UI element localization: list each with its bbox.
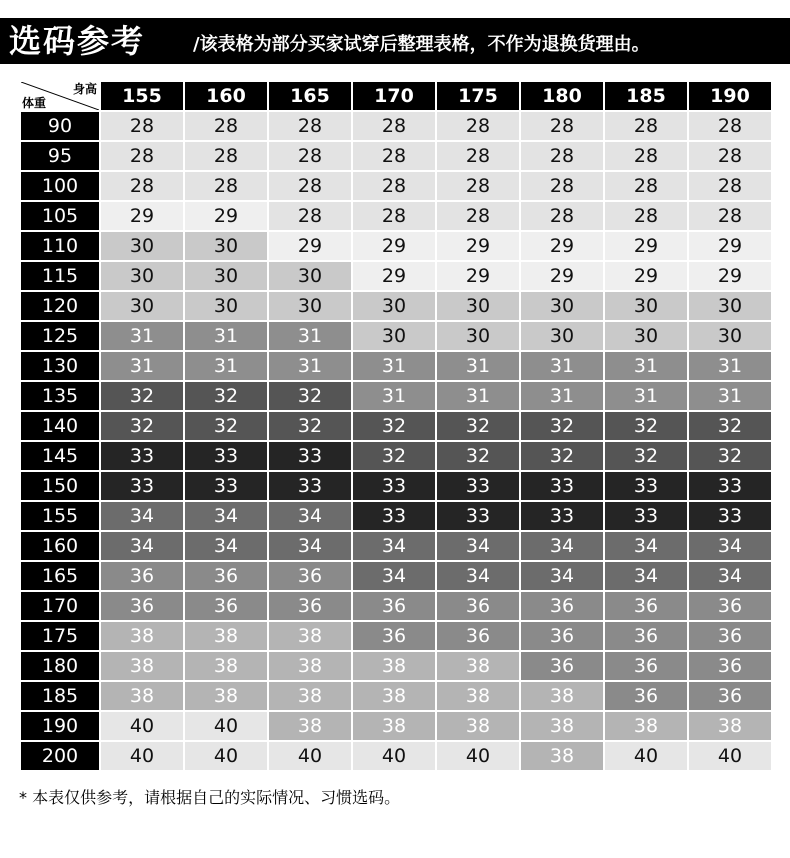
size-cell: 31: [353, 382, 435, 410]
size-cell: 28: [437, 142, 519, 170]
size-cell: 33: [605, 472, 687, 500]
size-cell: 34: [689, 562, 771, 590]
table-row: [21, 412, 771, 440]
size-cell: 38: [689, 712, 771, 740]
size-cell: 30: [269, 262, 351, 290]
size-cell: 28: [605, 142, 687, 170]
size-cell: 38: [353, 712, 435, 740]
size-cell: 38: [437, 652, 519, 680]
size-cell: 40: [101, 742, 183, 770]
size-cell: 33: [101, 472, 183, 500]
size-cell: 29: [689, 262, 771, 290]
size-cell: 40: [353, 742, 435, 770]
size-cell: 36: [353, 622, 435, 650]
weight-label-125: 125: [21, 322, 99, 350]
size-cell: 40: [269, 742, 351, 770]
size-cell: 34: [521, 562, 603, 590]
size-cell: 28: [521, 172, 603, 200]
size-cell: 28: [437, 202, 519, 230]
size-cell: 34: [689, 532, 771, 560]
size-cell: 31: [689, 352, 771, 380]
size-cell: 33: [689, 502, 771, 530]
size-cell: 28: [689, 202, 771, 230]
size-cell: 32: [521, 442, 603, 470]
size-cell: 38: [101, 622, 183, 650]
size-cell: 38: [185, 622, 267, 650]
size-cell: 32: [185, 412, 267, 440]
weight-label-200: 200: [21, 742, 99, 770]
size-cell: 30: [521, 292, 603, 320]
size-cell: 28: [437, 172, 519, 200]
weight-label-160: 160: [21, 532, 99, 560]
size-cell: 34: [437, 562, 519, 590]
size-cell: 32: [521, 412, 603, 440]
size-cell: 36: [353, 592, 435, 620]
size-cell: 36: [269, 562, 351, 590]
size-cell: 32: [269, 382, 351, 410]
size-cell: 33: [353, 472, 435, 500]
size-cell: 31: [353, 352, 435, 380]
size-chart-body: [21, 82, 771, 770]
size-cell: 28: [101, 172, 183, 200]
size-cell: 30: [689, 322, 771, 350]
size-cell: 32: [605, 412, 687, 440]
size-cell: 32: [437, 412, 519, 440]
size-cell: 38: [353, 682, 435, 710]
size-cell: 31: [269, 322, 351, 350]
table-row: [21, 112, 771, 140]
size-cell: 36: [521, 622, 603, 650]
size-cell: 29: [521, 232, 603, 260]
size-cell: 36: [185, 592, 267, 620]
size-cell: 30: [521, 322, 603, 350]
size-cell: 28: [521, 112, 603, 140]
size-cell: 36: [605, 592, 687, 620]
size-cell: 38: [185, 682, 267, 710]
weight-label-105: 105: [21, 202, 99, 230]
size-cell: 34: [185, 502, 267, 530]
size-cell: 40: [101, 712, 183, 740]
table-row: [21, 232, 771, 260]
size-cell: 29: [437, 262, 519, 290]
size-cell: 40: [437, 742, 519, 770]
size-cell: 38: [269, 682, 351, 710]
size-cell: 29: [353, 262, 435, 290]
table-row: [21, 352, 771, 380]
size-cell: 38: [437, 712, 519, 740]
size-cell: 33: [605, 502, 687, 530]
size-cell: 28: [269, 142, 351, 170]
size-cell: 30: [185, 262, 267, 290]
size-cell: 30: [185, 232, 267, 260]
size-cell: 28: [185, 172, 267, 200]
size-cell: 29: [521, 262, 603, 290]
size-cell: 29: [605, 262, 687, 290]
table-row: [21, 562, 771, 590]
size-chart-table: [19, 80, 773, 772]
table-row: [21, 502, 771, 530]
size-cell: 36: [689, 622, 771, 650]
size-cell: 28: [269, 202, 351, 230]
weight-label-115: 115: [21, 262, 99, 290]
size-cell: 29: [185, 202, 267, 230]
size-cell: 28: [101, 112, 183, 140]
size-cell: 38: [185, 652, 267, 680]
table-row: [21, 712, 771, 740]
table-row: [21, 172, 771, 200]
size-cell: 34: [101, 502, 183, 530]
table-row: [21, 142, 771, 170]
height-header-175: 175: [437, 82, 519, 110]
table-row: [21, 442, 771, 470]
height-header-180: 180: [521, 82, 603, 110]
table-row: [21, 292, 771, 320]
size-cell: 30: [185, 292, 267, 320]
page-subtitle: /该表格为部分买家试穿后整理表格，不作为退换货理由。: [193, 34, 650, 55]
size-cell: 29: [101, 202, 183, 230]
size-cell: 29: [269, 232, 351, 260]
weight-label-140: 140: [21, 412, 99, 440]
size-cell: 30: [689, 292, 771, 320]
size-cell: 33: [185, 442, 267, 470]
size-cell: 33: [689, 472, 771, 500]
height-header-160: 160: [185, 82, 267, 110]
size-cell: 34: [353, 532, 435, 560]
size-cell: 28: [353, 202, 435, 230]
size-cell: 36: [437, 622, 519, 650]
size-cell: 29: [437, 232, 519, 260]
size-cell: 31: [437, 352, 519, 380]
size-cell: 33: [521, 472, 603, 500]
height-header-155: 155: [101, 82, 183, 110]
table-row: [21, 202, 771, 230]
size-cell: 38: [521, 712, 603, 740]
weight-label-175: 175: [21, 622, 99, 650]
weight-label-100: 100: [21, 172, 99, 200]
size-cell: 28: [101, 142, 183, 170]
size-cell: 28: [689, 172, 771, 200]
size-cell: 33: [437, 472, 519, 500]
size-cell: 34: [185, 532, 267, 560]
weight-label-135: 135: [21, 382, 99, 410]
size-cell: 32: [689, 442, 771, 470]
size-cell: 36: [605, 682, 687, 710]
size-cell: 28: [185, 112, 267, 140]
size-cell: 30: [101, 262, 183, 290]
height-header-165: 165: [269, 82, 351, 110]
footer-note: * 本表仅供参考，请根据自己的实际情况、习惯选码。: [19, 788, 401, 807]
size-cell: 31: [185, 352, 267, 380]
size-cell: 36: [605, 622, 687, 650]
page-title: 选码参考: [9, 22, 146, 60]
size-cell: 31: [605, 352, 687, 380]
size-cell: 32: [353, 442, 435, 470]
size-cell: 32: [353, 412, 435, 440]
size-cell: 36: [437, 592, 519, 620]
size-cell: 34: [269, 502, 351, 530]
size-cell: 31: [437, 382, 519, 410]
size-cell: 33: [185, 472, 267, 500]
size-cell: 38: [521, 682, 603, 710]
size-cell: 33: [101, 442, 183, 470]
size-cell: 33: [269, 472, 351, 500]
size-cell: 30: [605, 292, 687, 320]
size-cell: 31: [605, 382, 687, 410]
weight-label-180: 180: [21, 652, 99, 680]
size-cell: 28: [521, 202, 603, 230]
size-cell: 30: [437, 322, 519, 350]
table-row: [21, 592, 771, 620]
size-cell: 28: [269, 172, 351, 200]
size-cell: 34: [269, 532, 351, 560]
size-cell: 38: [521, 742, 603, 770]
size-cell: 28: [437, 112, 519, 140]
size-cell: 36: [605, 652, 687, 680]
size-cell: 29: [353, 232, 435, 260]
size-cell: 31: [101, 322, 183, 350]
size-cell: 29: [605, 232, 687, 260]
size-cell: 30: [269, 292, 351, 320]
table-row: [21, 382, 771, 410]
size-cell: 32: [269, 412, 351, 440]
weight-label-90: 90: [21, 112, 99, 140]
corner-cell: [21, 82, 99, 110]
size-cell: 30: [353, 322, 435, 350]
size-cell: 31: [101, 352, 183, 380]
size-cell: 38: [605, 712, 687, 740]
size-cell: 32: [185, 382, 267, 410]
size-cell: 40: [185, 712, 267, 740]
size-cell: 36: [101, 562, 183, 590]
size-cell: 30: [101, 292, 183, 320]
size-cell: 32: [605, 442, 687, 470]
size-cell: 32: [101, 412, 183, 440]
height-header-190: 190: [689, 82, 771, 110]
table-row: [21, 682, 771, 710]
size-cell: 36: [101, 592, 183, 620]
size-cell: 38: [101, 652, 183, 680]
size-cell: 30: [437, 292, 519, 320]
size-cell: 34: [605, 562, 687, 590]
weight-label-185: 185: [21, 682, 99, 710]
size-cell: 38: [353, 652, 435, 680]
weight-label-190: 190: [21, 712, 99, 740]
size-cell: 30: [605, 322, 687, 350]
size-cell: 38: [437, 682, 519, 710]
size-cell: 36: [521, 592, 603, 620]
size-cell: 28: [185, 142, 267, 170]
height-header-row: [21, 82, 771, 110]
size-cell: 31: [689, 382, 771, 410]
size-cell: 28: [353, 142, 435, 170]
size-cell: 34: [353, 562, 435, 590]
table-row: [21, 532, 771, 560]
size-cell: 38: [101, 682, 183, 710]
weight-label-150: 150: [21, 472, 99, 500]
weight-label-95: 95: [21, 142, 99, 170]
size-cell: 36: [689, 652, 771, 680]
size-cell: 34: [437, 532, 519, 560]
size-cell: 32: [689, 412, 771, 440]
weight-axis-label: 体重: [22, 96, 47, 110]
height-header-170: 170: [353, 82, 435, 110]
weight-label-165: 165: [21, 562, 99, 590]
size-cell: 34: [521, 532, 603, 560]
header-banner: [0, 18, 790, 64]
size-cell: 28: [689, 112, 771, 140]
size-cell: 36: [689, 592, 771, 620]
size-cell: 33: [521, 502, 603, 530]
size-cell: 32: [101, 382, 183, 410]
size-cell: 28: [269, 112, 351, 140]
size-cell: 28: [689, 142, 771, 170]
size-cell: 28: [353, 172, 435, 200]
size-cell: 29: [689, 232, 771, 260]
weight-label-120: 120: [21, 292, 99, 320]
weight-label-110: 110: [21, 232, 99, 260]
table-row: [21, 262, 771, 290]
size-cell: 38: [269, 622, 351, 650]
table-row: [21, 322, 771, 350]
size-cell: 38: [269, 652, 351, 680]
weight-label-155: 155: [21, 502, 99, 530]
size-cell: 40: [605, 742, 687, 770]
size-cell: 28: [353, 112, 435, 140]
size-cell: 34: [101, 532, 183, 560]
size-cell: 31: [185, 322, 267, 350]
size-cell: 36: [521, 652, 603, 680]
height-axis-label: 身高: [72, 82, 97, 96]
size-cell: 36: [185, 562, 267, 590]
size-cell: 36: [689, 682, 771, 710]
size-cell: 31: [269, 352, 351, 380]
height-header-185: 185: [605, 82, 687, 110]
weight-label-170: 170: [21, 592, 99, 620]
table-row: [21, 742, 771, 770]
size-cell: 30: [353, 292, 435, 320]
table-row: [21, 622, 771, 650]
size-cell: 28: [605, 202, 687, 230]
size-cell: 36: [269, 592, 351, 620]
size-cell: 28: [605, 112, 687, 140]
table-row: [21, 472, 771, 500]
table-row: [21, 652, 771, 680]
weight-label-130: 130: [21, 352, 99, 380]
size-cell: 32: [437, 442, 519, 470]
size-cell: 33: [269, 442, 351, 470]
size-cell: 40: [689, 742, 771, 770]
weight-label-145: 145: [21, 442, 99, 470]
size-cell: 30: [101, 232, 183, 260]
size-cell: 33: [353, 502, 435, 530]
size-cell: 40: [185, 742, 267, 770]
size-cell: 28: [521, 142, 603, 170]
size-cell: 33: [437, 502, 519, 530]
size-cell: 38: [269, 712, 351, 740]
size-cell: 28: [605, 172, 687, 200]
size-cell: 31: [521, 352, 603, 380]
size-cell: 31: [521, 382, 603, 410]
size-cell: 34: [605, 532, 687, 560]
